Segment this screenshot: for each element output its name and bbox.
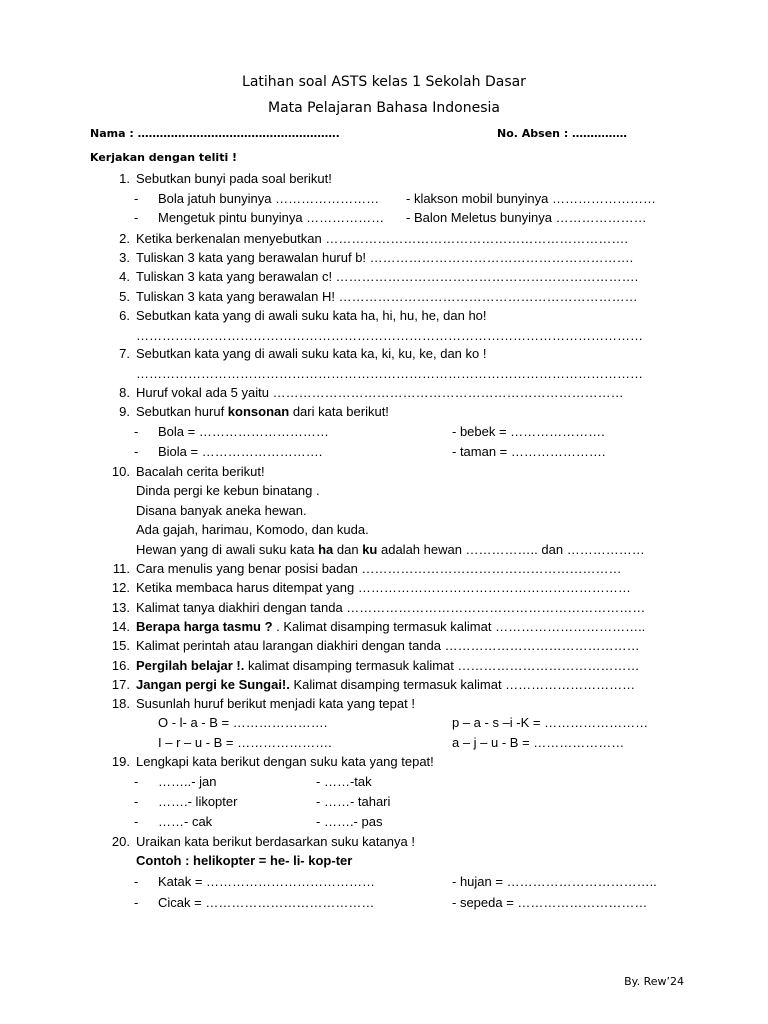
instruction-text: Kerjakan dengan teliti ! <box>90 151 238 164</box>
question-text <box>136 403 389 421</box>
question-number: 11. <box>112 561 130 576</box>
sub-item: Bola jatuh bunyinya …………………… <box>158 191 380 206</box>
worksheet-title: Latihan soal ASTS kelas 1 Sekolah Dasar <box>242 74 526 90</box>
story-text: Ada gajah, harimau, Komodo, dan kuda. <box>136 522 369 537</box>
question-text: Sebutkan bunyi pada soal berikut! <box>136 171 332 186</box>
text-part: dan <box>333 542 363 557</box>
question-text <box>136 618 645 636</box>
text-part: . Kalimat disamping termasuk kalimat …………………………….. <box>272 619 646 634</box>
question-number: 2. <box>119 231 130 246</box>
sub-item: Katak = ………………………………… <box>158 874 376 889</box>
question-number: 15. <box>111 638 130 653</box>
sub-item: Mengetuk pintu bunyinya ……………… <box>158 210 385 225</box>
question-number: 14. <box>111 619 130 634</box>
bullet-dash: - <box>134 895 139 910</box>
bullet-dash: - <box>134 874 139 889</box>
bullet-dash: - <box>134 210 139 225</box>
question-number: 7. <box>119 346 130 361</box>
sub-item: - ……-tak <box>316 774 372 789</box>
sub-item: p – a - s –i -K = …………………… <box>452 715 649 730</box>
bold-keyword: Berapa harga tasmu ? <box>136 619 273 634</box>
question-text: Tuliskan 3 kata yang berawalan huruf b! ……………………………………………………. <box>136 250 634 265</box>
question-number: 17. <box>111 677 130 692</box>
question-text: Bacalah cerita berikut! <box>136 464 265 479</box>
sub-item: - klakson mobil bunyinya …………………… <box>406 191 656 206</box>
question-text <box>136 657 640 675</box>
question-number: 10. <box>111 464 130 479</box>
bold-keyword: Jangan pergi ke Sungai!. <box>136 677 290 692</box>
sub-item: - taman = …………………. <box>452 444 606 459</box>
question-text: Sebutkan kata yang di awali suku kata ka, ki, ku, ke, dan ko ! <box>136 346 487 361</box>
question-text: Lengkapi kata berikut dengan suku kata yang tepat! <box>136 754 434 769</box>
sub-item: Bola = ………………………… <box>158 424 329 439</box>
sub-item: I – r – u - B = …………………. <box>158 735 332 750</box>
question-text <box>136 676 635 694</box>
question-text: Sebutkan kata yang di awali suku kata ha, hi, hu, he, dan ho! <box>136 308 487 323</box>
sub-item: ……- cak <box>158 814 213 829</box>
worksheet-subtitle: Mata Pelajaran Bahasa Indonesia <box>268 100 500 116</box>
question-number: 19. <box>111 754 130 769</box>
text-part: kalimat disamping termasuk kalimat …………………………………… <box>244 658 640 673</box>
sub-item: Cicak = ………………………………… <box>158 895 375 910</box>
bold-keyword: ha <box>318 542 334 557</box>
question-number: 12. <box>111 580 130 595</box>
bullet-dash: - <box>134 794 139 809</box>
question-number: 13. <box>111 600 130 615</box>
story-text: Dinda pergi ke kebun binatang . <box>136 483 320 498</box>
sub-item: a – j – u - B = ………………… <box>452 735 625 750</box>
bold-keyword: Pergilah belajar !. <box>136 658 245 673</box>
question-number: 1. <box>119 171 130 186</box>
question-number: 8. <box>119 385 130 400</box>
text-part: adalah hewan …………….. dan ……………… <box>377 542 645 557</box>
text-part: Kalimat disamping termasuk kalimat ………………………… <box>289 677 636 692</box>
question-number: 5. <box>119 289 130 304</box>
question-text: Kalimat tanya diakhiri dengan tanda …………………………………………………………… <box>136 600 646 615</box>
question-number: 4. <box>119 269 130 284</box>
sub-item: - sepeda = ………………………… <box>452 895 648 910</box>
bullet-dash: - <box>134 814 139 829</box>
example-text: Contoh : helikopter = he- li- kop-ter <box>136 853 353 868</box>
question-text: Ketika berkenalan menyebutkan ……………………………………………………………. <box>136 231 628 246</box>
absen-field-label: No. Absen : …………… <box>497 127 628 140</box>
question-text: Cara menulis yang benar posisi badan …………………………………………………… <box>136 561 622 576</box>
sub-item: - Balon Meletus bunyinya ………………… <box>406 210 647 225</box>
name-field-label: Nama : ………………………………………………. <box>90 127 340 140</box>
text-part: Sebutkan huruf <box>136 404 228 419</box>
answer-dots: ……………………………………………………………………………………………………… <box>136 328 643 343</box>
question-number: 3. <box>119 250 130 265</box>
question-text: Tuliskan 3 kata yang berawalan H! …………………………………………………………… <box>136 289 638 304</box>
bullet-dash: - <box>134 424 139 439</box>
question-text: Kalimat perintah atau larangan diakhiri dengan tanda ……………………………………… <box>136 638 640 653</box>
story-text: Disana banyak aneka hewan. <box>136 503 307 518</box>
story-question-text <box>136 541 645 559</box>
bullet-dash: - <box>134 444 139 459</box>
answer-dots: ……………………………………………………………………………………………………… <box>136 366 643 381</box>
sub-item: - hujan = …………………………….. <box>452 874 657 889</box>
question-text: Tuliskan 3 kata yang berawalan c! ……………………………………………………………. <box>136 269 639 284</box>
question-text: Ketika membaca harus ditempat yang ……………………………………………………… <box>136 580 631 595</box>
text-part: Hewan yang di awali suku kata <box>136 542 319 557</box>
bullet-dash: - <box>134 191 139 206</box>
text-part: dari kata berikut! <box>289 404 389 419</box>
question-text: Uraikan kata berikut berdasarkan suku katanya ! <box>136 834 415 849</box>
sub-item: - ……- tahari <box>316 794 391 809</box>
sub-item: - …….- pas <box>316 814 383 829</box>
bold-keyword: konsonan <box>227 404 290 419</box>
question-number: 18. <box>111 696 130 711</box>
question-number: 6. <box>119 308 130 323</box>
question-text: Susunlah huruf berikut menjadi kata yang tepat ! <box>136 696 415 711</box>
sub-item: - bebek = …………………. <box>452 424 605 439</box>
question-number: 20. <box>111 834 130 849</box>
sub-item: ……..- jan <box>158 774 217 789</box>
question-number: 16. <box>111 658 130 673</box>
sub-item: O - l- a - B = …………………. <box>158 715 328 730</box>
sub-item: Biola = ………………………. <box>158 444 323 459</box>
footer-credit: By. Rew’24 <box>624 975 684 988</box>
bold-keyword: ku <box>362 542 378 557</box>
sub-item: …….- likopter <box>158 794 238 809</box>
question-number: 9. <box>119 404 130 419</box>
bullet-dash: - <box>134 774 139 789</box>
question-text: Huruf vokal ada 5 yaitu ……………………………………………………………………… <box>136 385 624 400</box>
